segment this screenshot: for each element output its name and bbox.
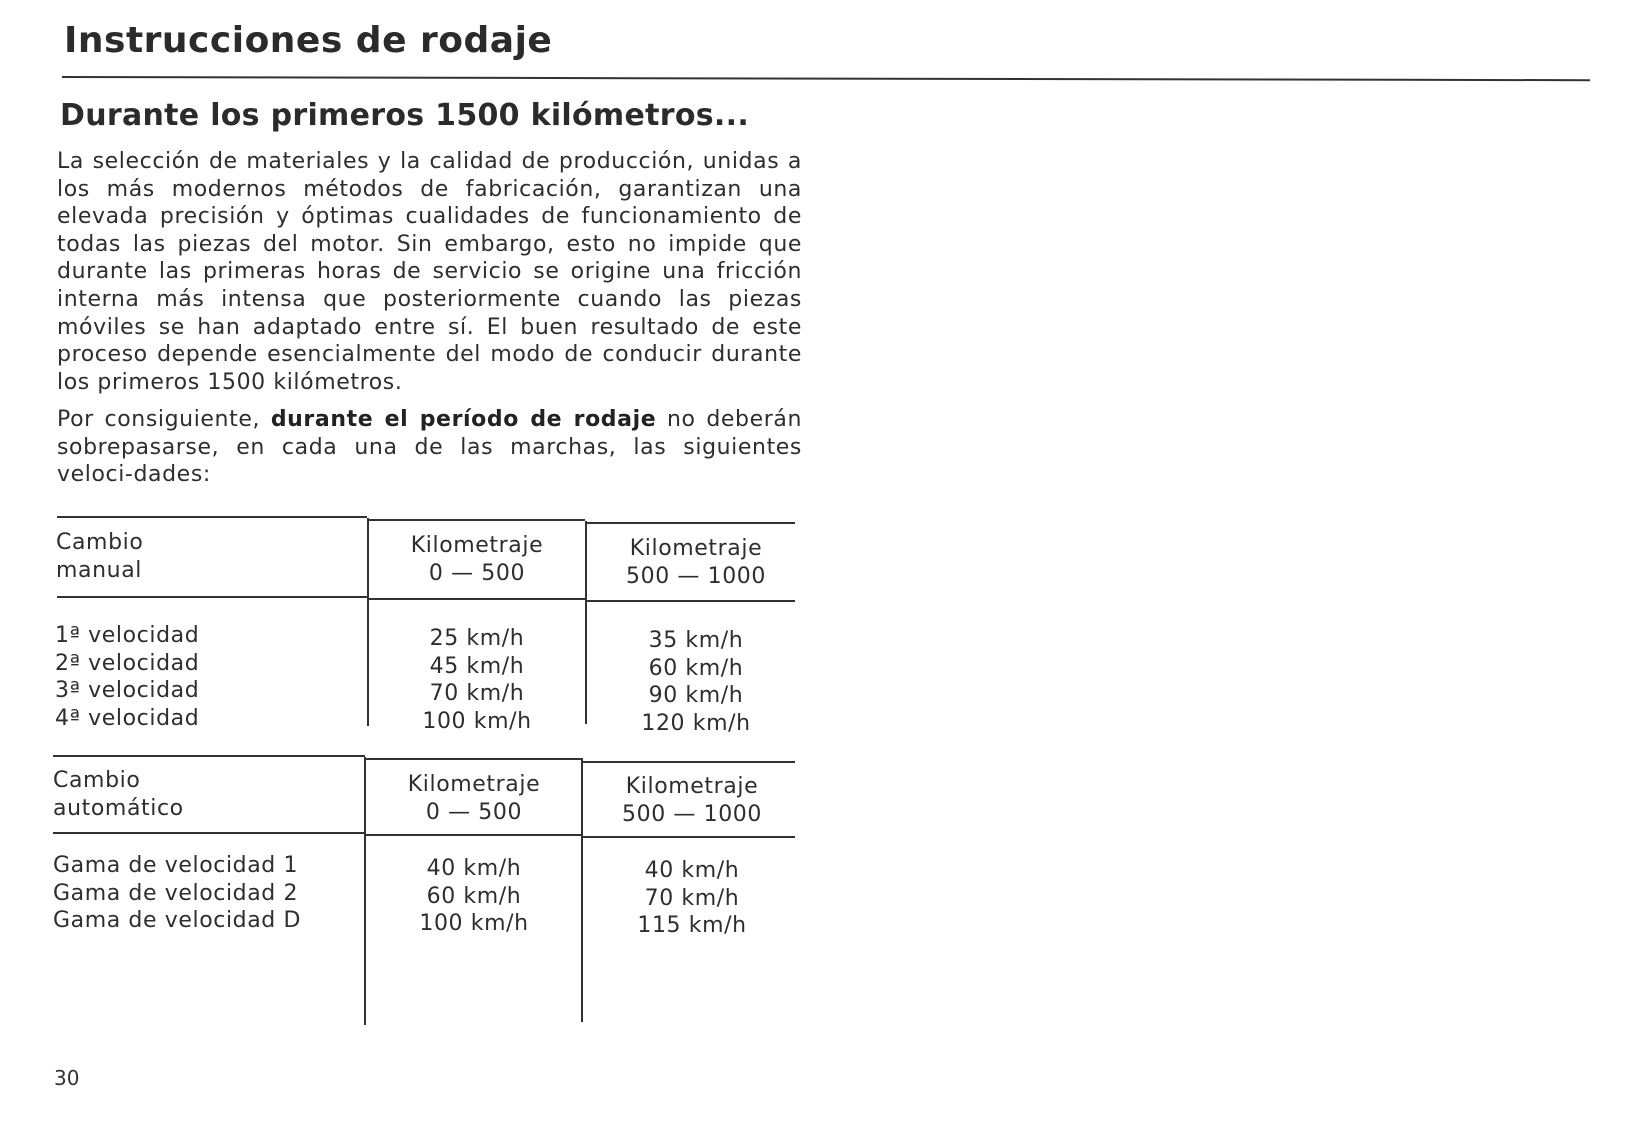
automatic-header-label	[53, 767, 184, 822]
table-row-label: 2ª velocidad	[55, 650, 200, 676]
header-line: 0 — 500	[425, 799, 523, 825]
section-heading: Durante los primeros 1500 kilómetros...	[60, 98, 750, 133]
table-cell: 60 km/h	[648, 655, 744, 681]
table-rule	[583, 761, 795, 763]
header-line: Kilometraje	[410, 533, 544, 558]
table-cell: 100 km/h	[419, 911, 529, 936]
table-cell: 115 km/h	[637, 913, 747, 938]
table-row-label: 4ª velocidad	[55, 705, 200, 731]
header-line: Kilometraje	[629, 536, 763, 561]
table-rule	[53, 832, 365, 834]
table-rule	[365, 758, 583, 760]
rodaje-paragraph-start: Por consiguiente,	[57, 407, 271, 432]
header-line: 500 — 1000	[622, 801, 762, 827]
table-rule	[585, 600, 795, 602]
automatic-speeds-0-500	[366, 855, 582, 938]
table-rule	[365, 834, 583, 836]
intro-paragraph: La selección de materiales y la calidad de producción, unidas a los más modernos métodos de fabricación, garantizan una elevada precisión y óptimas cualidades de funcionamiento de todas las piezas del motor. Sin embargo, esto no impide que durante las primeras horas de servicio se origine una fricción interna más intensa que posteriormente cuando las piezas móviles se han adaptado entre sí. El buen resultado de este proceso depende esencialmente del modo de conducir durante los primeros 1500 kilómetros.	[57, 149, 802, 395]
manual-speeds-500-1000	[587, 627, 805, 737]
table-cell: 25 km/h	[429, 626, 525, 651]
header-line: Kilometraje	[407, 772, 541, 797]
manual-gear-labels	[55, 622, 199, 732]
automatic-header-km-500-1000	[583, 773, 801, 828]
automatic-range-labels	[53, 852, 301, 935]
manual-speeds-0-500	[369, 625, 585, 735]
header-line: Cambio	[53, 768, 141, 793]
page-number: 30	[54, 1066, 80, 1090]
header-line: 0 — 500	[428, 560, 526, 586]
rodaje-paragraph	[57, 406, 802, 489]
table-cell: 45 km/h	[429, 653, 525, 679]
table-cell: 90 km/h	[648, 683, 744, 708]
table-row-label: Gama de velocidad D	[53, 908, 302, 933]
header-line: Kilometraje	[625, 774, 759, 799]
table-rule	[367, 598, 585, 600]
table-cell: 40 km/h	[644, 858, 740, 883]
manual-header-km-0-500	[369, 532, 585, 587]
manual-header-label	[56, 529, 143, 584]
table-cell: 120 km/h	[641, 710, 751, 736]
header-line: automático	[53, 795, 184, 821]
page-title: Instrucciones de rodaje	[64, 20, 553, 61]
table-cell: 100 km/h	[422, 708, 532, 734]
table-rule	[585, 522, 795, 524]
header-line: manual	[56, 557, 142, 583]
table-rule	[583, 836, 795, 838]
rodaje-paragraph-emphasis: durante el período de rodaje	[270, 407, 657, 432]
table-row-label: 1ª velocidad	[55, 623, 200, 648]
title-rule	[62, 76, 1590, 81]
table-cell: 40 km/h	[426, 856, 522, 881]
table-cell: 70 km/h	[429, 681, 525, 706]
automatic-header-km-0-500	[366, 771, 582, 826]
table-row-label: Gama de velocidad 2	[53, 880, 299, 906]
table-cell: 70 km/h	[644, 885, 740, 911]
table-rule	[57, 596, 367, 598]
header-line: 500 — 1000	[626, 563, 766, 589]
table-row-label: Gama de velocidad 1	[53, 853, 299, 878]
table-rule	[53, 755, 365, 757]
table-rule	[57, 516, 367, 518]
table-cell: 60 km/h	[426, 883, 522, 909]
manual-header-km-500-1000	[587, 535, 805, 590]
automatic-speeds-500-1000	[583, 857, 801, 940]
header-line: Cambio	[56, 530, 144, 555]
table-row-label: 3ª velocidad	[55, 678, 200, 703]
table-rule	[367, 519, 585, 521]
rodaje-paragraph-end: no deberán sobrepasarse, en cada una de las marchas, las siguientes veloci-dades:	[57, 407, 802, 488]
table-cell: 35 km/h	[648, 628, 744, 653]
